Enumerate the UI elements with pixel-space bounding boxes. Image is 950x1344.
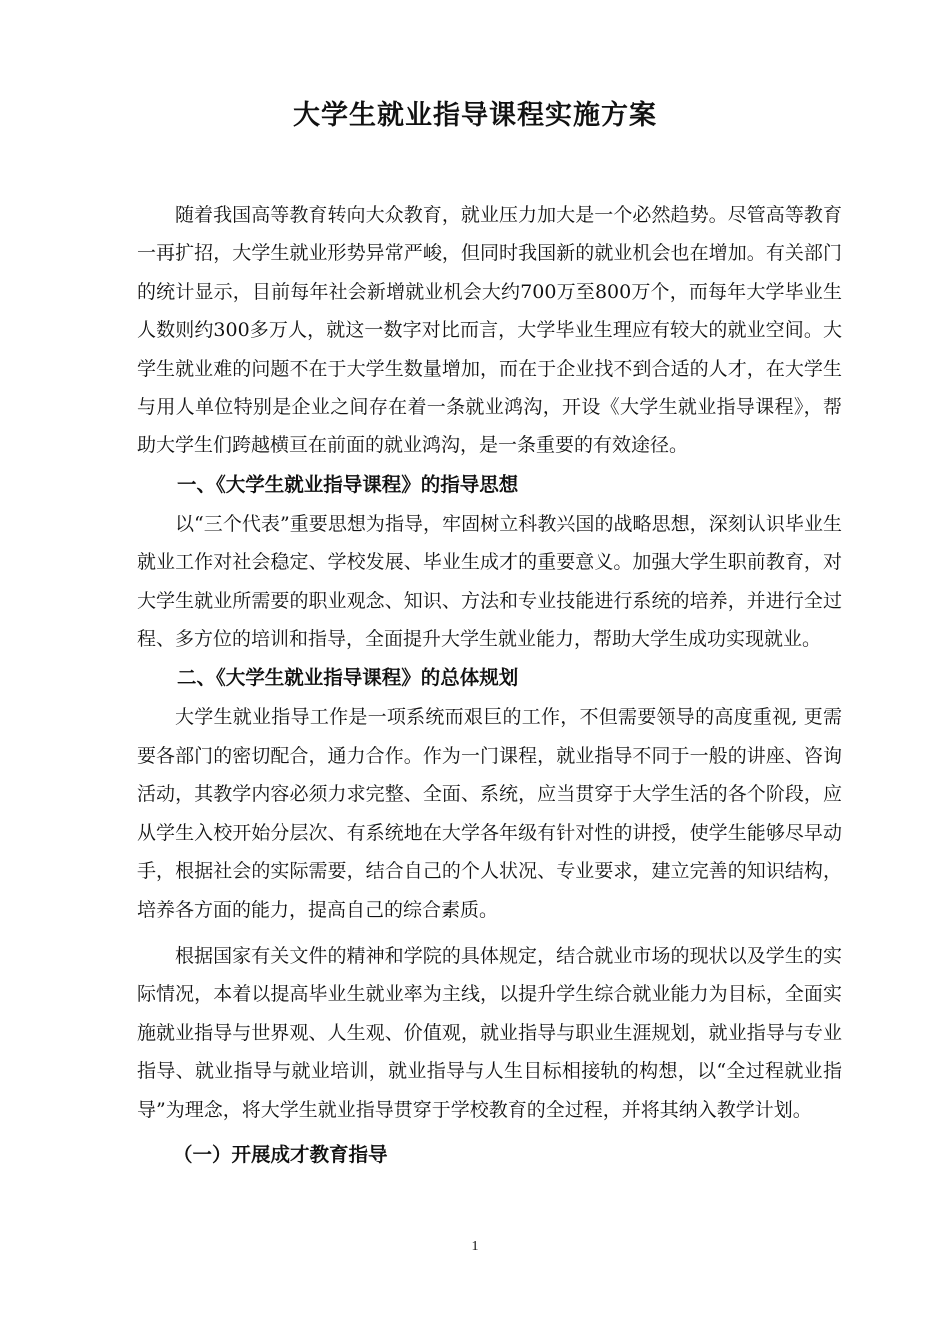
overall-plan-paragraph-1: 大学生就业指导工作是一项系统而艰巨的工作，不但需要领导的高度重视, 更需要各部门的密切配合，通力合作。作为一门课程，就业指导不同于一般的讲座、咨询活动，其教学内容必须力求完整、全面、系统，应当贯穿于大学生活的各个阶段，应从学生入校开始分层次、有系统地在大学各年级有针对性的讲授，使学生能够尽早动手，根据社会的实际需要，结合自己的个人状况、专业要求，建立完善的知识结构，培养各方面的能力，提高自己的综合素质。	[137, 706, 842, 921]
section-heading-guiding-ideology: 一、《大学生就业指导课程》的指导思想	[177, 472, 519, 496]
section-heading-overall-plan: 二、《大学生就业指导课程》的总体规划	[177, 666, 519, 690]
document-title: 大学生就业指导课程实施方案	[293, 100, 657, 131]
intro-paragraph: 随着我国高等教育转向大众教育，就业压力加大是一个必然趋势。尽管高等教育一再扩招，大学生就业形势异常严峻，但同时我国新的就业机会也在增加。有关部门的统计显示，目前每年社会新增就业机会大约700万至800万个，而每年大学毕业生人数则约300多万人，就这一数字对比而言，大学毕业生理应有较大的就业空间。大学生就业难的问题不在于大学生数量增加，而在于企业找不到合适的人才，在大学生与用人单位特别是企业之间存在着一条就业鸿沟，开设《大学生就业指导课程》，帮助大学生们跨越横亘在前面的就业鸿沟，是一条重要的有效途径。	[137, 204, 842, 457]
overall-plan-paragraph-2: 根据国家有关文件的精神和学院的具体规定，结合就业市场的现状以及学生的实际情况，本着以提高毕业生就业率为主线，以提升学生综合就业能力为目标，全面实施就业指导与世界观、人生观、价值观，就业指导与职业生涯规划，就业指导与专业指导、就业指导与就业培训，就业指导与人生目标相接轨的构想，以“全过程就业指导”为理念，将大学生就业指导贯穿于学校教育的全过程，并将其纳入教学计划。	[137, 944, 842, 1121]
document-body	[137, 196, 842, 1175]
subheading-talent-education: （一）开展成才教育指导	[173, 1142, 388, 1166]
guiding-ideology-paragraph: 以“三个代表”重要思想为指导，牢固树立科教兴国的战略思想，深刻认识毕业生就业工作对社会稳定、学校发展、毕业生成才的重要意义。加强大学生职前教育，对大学生就业所需要的职业观念、知识、方法和专业技能进行系统的培养，并进行全过程、多方位的培训和指导，全面提升大学生就业能力，帮助大学生成功实现就业。	[137, 512, 842, 651]
page-number: 1	[471, 1239, 479, 1254]
